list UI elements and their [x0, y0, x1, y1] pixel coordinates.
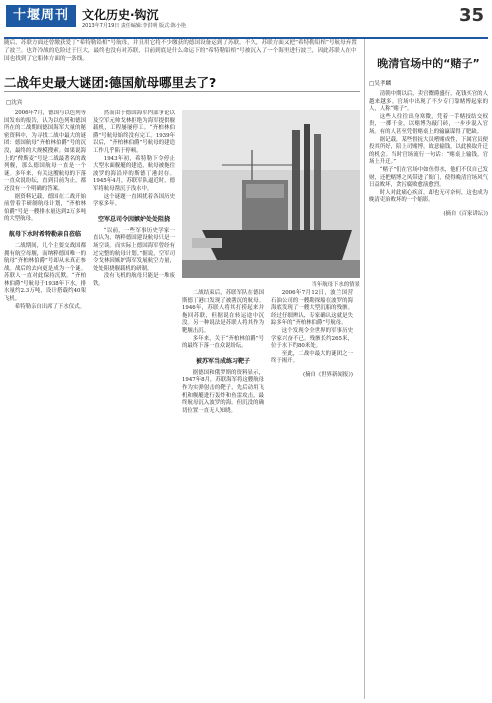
issue-meta: 2013年7月19日 责任编辑:李洪明 版式:陈小艳 — [82, 23, 186, 29]
paragraph: 据德国和俄罗斯的资料显示，1947年8月，苏联海军将这艘航母作为实弹射击的靶子，先后动用飞机和舰艇进行轰炸和鱼雷攻击，最终航母沉入波罗的海。但沉没的确切位置一直无人知晓。 — [182, 369, 264, 414]
article-headline: 二战年史最大谜团:德国航母哪里去了? — [4, 73, 360, 92]
column-1 — [4, 110, 86, 699]
paragraph: “赌子”们在官场中如鱼得水，他们不仅自己发财，还把赌博之风带进了衙门，使得晚清官场风气日益败坏，贪污腐败愈演愈烈。 — [369, 166, 488, 189]
section-name: 文化历史·钩沉 — [82, 8, 159, 22]
photo-caption: 当年航母下水的情景 — [311, 282, 360, 288]
sidebar-title: 晚清官场中的“赌子” — [377, 57, 480, 70]
sidebar-article — [364, 39, 488, 699]
article-source: (摘自《世界新闻报》) — [302, 371, 353, 378]
column-4 — [271, 110, 353, 699]
subheading: 被苏军当成练习靶子 — [195, 357, 250, 365]
paragraph: 二战结束后，苏联军队在德国斯德丁港口发现了被凿沉的航母。1946年，苏联人将其打捞起来并拖回苏联，但据说在转运途中沉没。另一种说法是苏联人将其作为靶舰击沉。 — [182, 290, 264, 334]
paragraph: 2006年7月，德国与以色列等国发布的报告，认为以色列和德国所在的二战期间德国海军大量的秘密资料中，为寻找二战中最大的谜团：德国航母“齐柏林伯爵”号的沉没，最终的大规模搜索。如果说海上的“俾斯麦”号是二战最著名的战列舰，那么德国航母一直是一个谜。多年来，有关这艘航母的下落一直众说纷纭，直到目前为止，都还没有一个明确的答案。 — [4, 110, 86, 192]
article-deck: 随后，苏联方面还曾缴获爱丁“希特勒铅棺”号航母，并且用它将不少缴获的德国设备运到了苏联。不久，苏联方面又把“希特勒铅棺”号航母弃置了波兰。也许冷战的危险过于巨大，最终也没有对苏联，目前到底是什么命运下的“希特勒铅棺”号被沉入了一个海里进行波兰，因此苏联人在中国也找到了它船体方面的一条线。 — [4, 40, 357, 62]
article-columns — [4, 110, 360, 699]
paragraph: 二战期间，几个主要交战国都拥有航空母舰，而纳粹德国唯一的航母“齐柏林伯爵”号却从未真正参战。战后的去向更是成为一个谜。苏联人一直对此保持沉默。“齐柏林伯爵”号航母于1938年下水，排水量约2.3万吨，设计搭载约40架飞机。 — [4, 242, 86, 303]
sidebar-source: (摘自《百家讲坛》) — [443, 210, 488, 217]
paragraph: 据资料记载，德国在二战开始前曾着手研制航母计划，“齐柏林伯爵”号是一艘排水量达到2万多吨的大型航母。 — [4, 193, 86, 223]
paragraph: 2006年7月12日，波兰国营石油公司的一艘勘探船在波罗的海海底发现了一艘大型沉船的残骸。经过仔细辨认，专家确认这就是失踪多年的“齐柏林伯爵”号航母。 — [271, 290, 353, 327]
paragraph: 多年来，关于“齐柏林伯爵”号的最终下落一直众说纷纭。 — [182, 335, 264, 350]
page-number: 35 — [458, 5, 484, 26]
paragraph: 希特勒亲自出席了下水仪式。 — [14, 303, 85, 310]
masthead — [4, 3, 488, 39]
subheading: 空军总司令因嫉妒处处阻挠 — [97, 215, 170, 223]
paragraph: 清朝中期以后，卖官鬻爵盛行，花钱买官的人越来越多。官场中出现了不少专门靠赌博起家的人，人称“赌子”。 — [369, 91, 488, 113]
paragraph: “以前，一些军事历史学家一直认为，纳粹德国建设航母只是一场空谈。而实际上德国海军曾经有过完整的航母计划。”据说，空军司令戈林因嫉妒海军发展航空力量，处处阻挠舰载机的研制。 — [93, 227, 175, 272]
paragraph: 至此，二战中最大的谜团之一终于揭开。 — [271, 350, 353, 365]
paragraph: 这些人往往出身寒微，凭着一手赌技结交权贵，一掷千金，以赌博为敲门砖，一步步混入官场。有的人甚至凭借赌桌上的输赢谋得了肥缺。 — [369, 113, 488, 135]
paper-logo: 十堰周刊 — [6, 5, 76, 27]
main-article — [4, 39, 360, 699]
paragraph: 据记载，某些督抚大员嗜赌成性，下属官员便投其所好，陪上司赌博，故意输钱，以此换取升迁的机会。当时官场流行一句话：“赌桌上输钱，官场上升迁。” — [369, 136, 488, 166]
paragraph: 这个谜题一直困扰着各国历史学家多年。 — [93, 193, 175, 208]
column-3 — [182, 110, 264, 699]
article-byline: □沈宾 — [6, 100, 23, 106]
paragraph: 时人对此痛心疾首，却也无可奈何，这也成为晚清吏治败坏的一个缩影。 — [369, 189, 488, 204]
subheading: 航母下水时希特勒亲自莅临 — [8, 230, 81, 238]
paragraph: 没有飞机的航母只能是一堆废铁。 — [93, 273, 175, 287]
paragraph: 1943年初，希特勒下令停止大型水面舰艇的建造，航母被拖往波罗的海沿岸的斯德丁港封存。1945年4月，苏联军队逼近时，德军将航母凿沉于浅水中。 — [93, 155, 175, 192]
paragraph: 然而由于德国海军内部争论以及空军元帅戈林拒绝为海军提供舰载机，工程屡屡停工。“齐柏林伯爵”号航母始终没有完工。1939年以后，“齐柏林伯爵”号航母的建造工作几乎陷于停顿。 — [93, 110, 175, 154]
sidebar-byline: □吴孝麟 — [369, 81, 392, 87]
paragraph: 这个发现令全世界的军事历史学家兴奋不已。残骸长约265米，位于水下约80米处。 — [271, 327, 353, 350]
column-2 — [93, 110, 175, 699]
